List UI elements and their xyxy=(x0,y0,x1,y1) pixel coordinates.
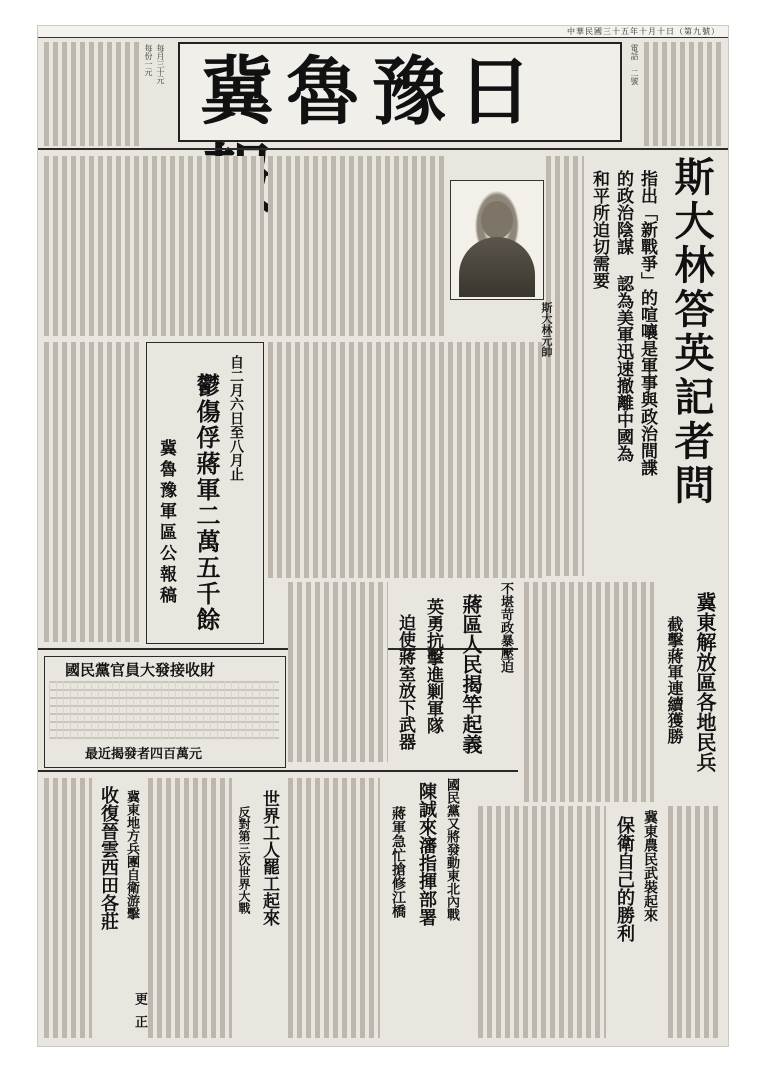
officials-body xyxy=(49,681,279,739)
bottom-story-1-headline: 收復晉雲西田各莊 xyxy=(98,786,119,930)
masthead-side-left xyxy=(144,44,153,134)
masthead-divider xyxy=(38,148,728,150)
bottom-story-3-kicker: 國民黨又將發動東北內戰 xyxy=(444,778,459,921)
uprising-headline: 蔣區人民揭竿起義 xyxy=(459,594,483,754)
lead-subhead-3: 和平所迫切需要 xyxy=(589,170,609,289)
officials-subline: 最近揭發者四百萬元 xyxy=(85,747,203,762)
masthead-side-left-2 xyxy=(156,44,165,134)
uprising-subhead-2: 迫使蔣室放下武器 xyxy=(395,614,415,750)
portrait-body xyxy=(459,237,535,297)
militia-headline: 冀東解放區各地民兵 xyxy=(693,592,717,772)
bottom-story-1-body xyxy=(44,778,92,1038)
newspaper-page xyxy=(38,26,728,1046)
lead-body-col-2 xyxy=(268,342,542,578)
bottom-story-3-body xyxy=(288,778,380,1038)
lead-subhead-1: 指出「新戰爭」的喧嚷是軍事與政治間諜 xyxy=(637,170,657,476)
photo-caption: 斯大林元帥 xyxy=(540,302,553,357)
bottom-story-4-kicker: 冀東農民武裝起來 xyxy=(642,810,658,922)
bottom-story-4-headline: 保衛自己的勝利 xyxy=(614,816,635,942)
section-divider-low xyxy=(38,770,518,772)
lead-body-intro xyxy=(546,156,584,576)
militia-body xyxy=(524,582,654,802)
bottom-story-2-body xyxy=(148,778,232,1038)
left-column-text xyxy=(44,156,264,336)
bottom-right-body xyxy=(668,806,722,1038)
militia-subhead: 截擊蔣軍連續獲勝 xyxy=(665,616,684,744)
uprising-subhead-1: 英勇抗擊進剿軍隊 xyxy=(423,598,443,734)
bottom-story-4-body xyxy=(478,806,606,1038)
officials-box xyxy=(44,656,286,768)
casualty-headline: 鬱傷俘蔣軍二萬五千餘 xyxy=(192,373,221,633)
bottom-story-3-headline: 陳誠來瀋指揮部署 xyxy=(416,782,437,926)
correction-notice: 更正 xyxy=(132,992,147,1038)
section-divider-mid xyxy=(38,648,518,650)
bottom-story-3-sub: 蔣軍急忙搶修江橋 xyxy=(390,806,406,918)
price-monthly: 每月三十元 xyxy=(156,44,165,84)
casualty-box xyxy=(146,342,264,644)
masthead-right-block xyxy=(644,42,722,146)
casualty-source: 冀魯豫軍區公報稿 xyxy=(156,439,176,607)
issue-date-line: 中華民國三十五年十月十日（第九號） xyxy=(567,27,720,36)
casualty-dates: 自二月六日至八月止 xyxy=(228,355,244,481)
casualty-body-text xyxy=(44,342,142,642)
officials-headline: 國民黨官員大發接收財 xyxy=(65,661,216,679)
uprising-kicker: 不堪苛政暴壓迫 xyxy=(498,582,513,673)
stalin-portrait xyxy=(450,180,544,300)
uprising-body xyxy=(288,582,388,762)
lead-headline: 斯大林答英記者問 xyxy=(668,156,715,508)
lead-subhead-2: 的政治陰謀 認為美軍迅速撤離中國為 xyxy=(613,170,633,462)
masthead-notice-block xyxy=(44,42,140,146)
bottom-story-2-kicker: 反對第三次世界大戰 xyxy=(237,806,251,914)
bottom-story-1-kicker: 冀東地方兵團自衛游擊 xyxy=(124,790,139,920)
masthead-address: 電話 二號 xyxy=(630,44,639,85)
lead-body-col-1 xyxy=(268,156,444,336)
masthead-box xyxy=(178,42,622,142)
price-single: 每份一元 xyxy=(144,44,153,76)
newspaper-title: 冀魯豫日 xyxy=(200,49,544,135)
portrait-head xyxy=(481,201,513,239)
bottom-story-2-headline: 世界工人罷工起來 xyxy=(259,790,279,926)
